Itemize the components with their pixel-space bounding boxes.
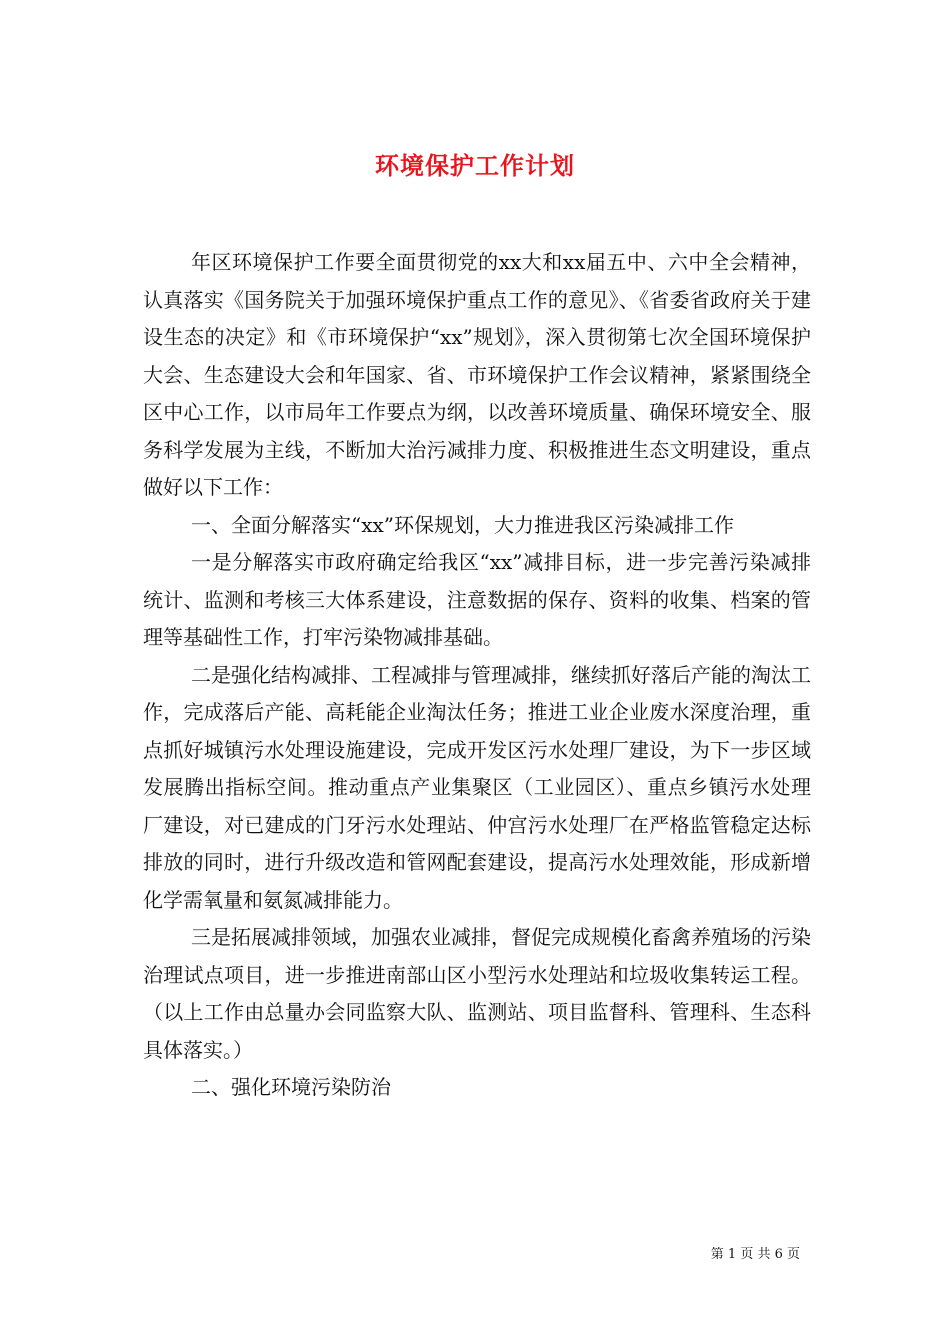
paragraph-item-2: 二是强化结构减排、工程减排与管理减排，继续抓好落后产能的淘汰工作，完成落后产能、高耗能企业淘汰任务；推进工业企业废水深度治理，重点抓好城镇污水处理设施建设，完成开发区污水处理厂建设，为下一步区域发展腾出指标空间。推动重点产业集聚区（工业园区）、重点乡镇污水处理厂建设，对已建成的门牙污水处理站、仲宫污水处理厂在严格监管稳定达标排放的同时，进行升级改造和管网配套建设，提高污水处理效能，形成新增化学需氧量和氨氮减排能力。: [143, 662, 811, 912]
paragraph-item-1: 一是分解落实市政府确定给我区“xx”减排目标，进一步完善污染减排统计、监测和考核三大体系建设，注意数据的保存、资料的收集、档案的管理等基础性工作，打牢污染物减排基础。: [143, 550, 811, 649]
paragraph-item-3: 三是拓展减排领域，加强农业减排，督促完成规模化畜禽养殖场的污染治理试点项目，进一步推进南部山区小型污水处理站和垃圾收集转运工程。（以上工作由总量办会同监察大队、监测站、项目监督科、管理科、生态科具体落实。）: [143, 925, 811, 1062]
paragraph-intro: 年区环境保护工作要全面贯彻党的xx大和xx届五中、六中全会精神，认真落实《国务院关于加强环境保护重点工作的意见》、《省委省政府关于建设生态的决定》和《市环境保护“xx”规划》，深入贯彻第七次全国环境保护大会、生态建设大会和年国家、省、市环境保护工作会议精神，紧紧围绕全区中心工作，以市局年工作要点为纲，以改善环境质量、确保环境安全、服务科学发展为主线，不断加大治污减排力度、积极推进生态文明建设，重点做好以下工作：: [143, 250, 811, 499]
paragraph-section-2-heading: 二、强化环境污染防治: [191, 1075, 391, 1099]
document-title: 环境保护工作计划: [375, 151, 575, 181]
paragraph-section-1-heading: 一、全面分解落实“xx”环保规划，大力推进我区污染减排工作: [191, 512, 735, 537]
document-body: [143, 244, 811, 1107]
page-number-footer: 第 1 页 共 6 页: [710, 1247, 800, 1262]
